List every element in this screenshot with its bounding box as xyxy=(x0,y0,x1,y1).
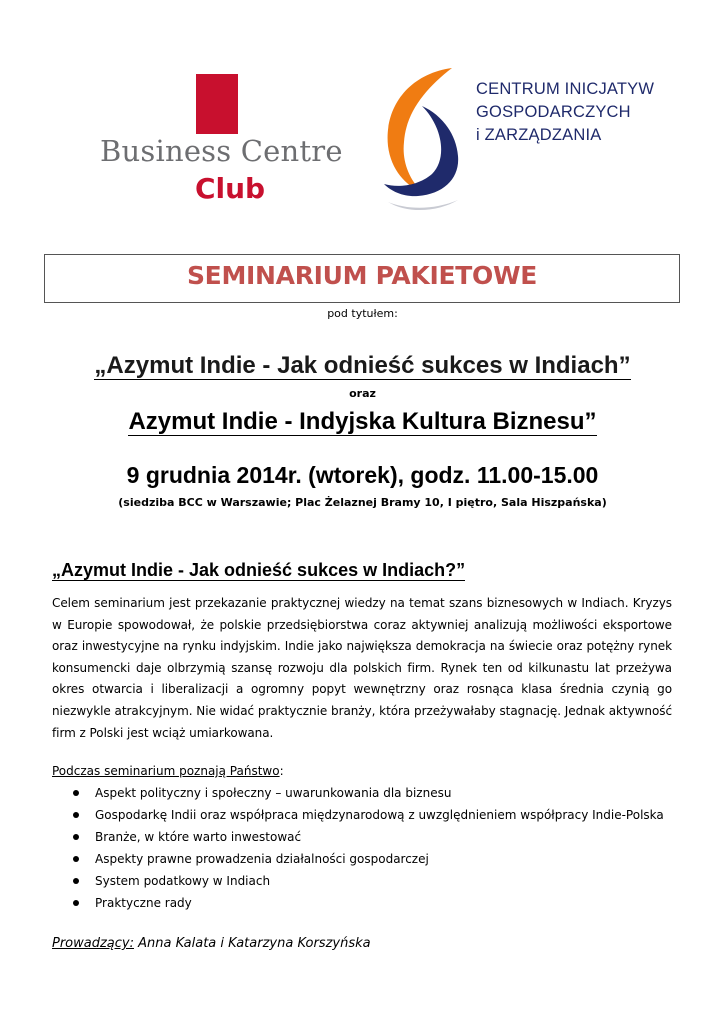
business-centre-club-logo xyxy=(100,72,343,212)
second-title-text: Azymut Indie - Indyjska Kultura Biznesu” xyxy=(128,408,597,435)
crescent-moon-logo-icon xyxy=(378,66,468,216)
bullet-icon xyxy=(73,834,79,840)
list-item xyxy=(52,782,692,804)
bullet-icon xyxy=(73,812,79,818)
seminar-title-box xyxy=(44,254,680,303)
presenters-line xyxy=(52,936,371,951)
list-item-text: Praktyczne rady xyxy=(95,896,192,910)
date-line: 9 grudnia 2014r. (wtorek), godz. 11.00-15.00 xyxy=(126,462,599,488)
topics-label xyxy=(52,764,284,778)
list-item xyxy=(52,892,692,914)
bullet-icon xyxy=(73,878,79,884)
venue-line: (siedziba BCC w Warszawie; Plac Żelaznej Bramy 10, I piętro, Sala Hiszpańska) xyxy=(118,496,607,509)
main-title-text: „Azymut Indie - Jak odnieść sukces w Indiach” xyxy=(94,352,631,379)
bullet-icon xyxy=(73,790,79,796)
connector-text: oraz xyxy=(349,387,376,400)
topics-label-colon: : xyxy=(279,764,284,778)
list-item-text: Aspekty prawne prowadzenia działalności gospodarczej xyxy=(95,852,429,866)
list-item xyxy=(52,870,692,892)
bcc-logo-wordmark: Business Centre xyxy=(100,134,343,168)
bcc-logo-club: Club xyxy=(194,172,266,205)
ciggz-logo-line: i ZARZĄDZANIA xyxy=(476,126,602,144)
seminar-title: SEMINARIUM PAKIETOWE xyxy=(186,261,538,290)
section-heading xyxy=(52,560,465,581)
list-item-text: Gospodarkę Indii oraz współpraca międzynarodową z uwzględnieniem współpracy Indie-Polska xyxy=(95,808,664,822)
presenters-names: Anna Kalata i Katarzyna Korszyńska xyxy=(134,936,371,951)
ciggz-logo-line: CENTRUM INICJATYW xyxy=(476,80,655,98)
presenters-label: Prowadzący: xyxy=(52,936,134,951)
list-item xyxy=(52,826,692,848)
ciggz-logo-text xyxy=(476,78,654,147)
bullet-icon xyxy=(73,900,79,906)
list-item-text: System podatkowy w Indiach xyxy=(95,874,271,888)
topics-label-text: Podczas seminarium poznają Państwo xyxy=(52,764,280,778)
intro-paragraph: Celem seminarium jest przekazanie praktycznej wiedzy na temat szans biznesowych w Indiach. Kryzys w Europie spowodował, że polskie przedsiębiorstwa coraz aktywniej analizują możliwości eksportowe oraz inwestycyjne na rynku indyjskim. Indie jako największa demokracja na świecie oraz potężny rynek konsumencki daje olbrzymią szansę rozwoju dla polskich firm. Rynek ten od kilkunastu lat przeżywa okres otwarcia i liberalizacji a ogromny popyt wewnętrzny oraz rosnąca klasa średnia czynią go niezwykle atrakcyjnym. Nie widać praktycznie branży, która przeżywałaby stagnację. Jednak aktywność firm z Polski jest wciąż umiarkowana. xyxy=(52,596,672,740)
subtitle-label: pod tytułem: xyxy=(327,307,398,320)
second-title xyxy=(0,408,725,436)
ciggz-logo-line: GOSPODARCZYCH xyxy=(476,103,631,121)
list-item xyxy=(52,848,692,870)
bullet-icon xyxy=(73,856,79,862)
main-title xyxy=(0,352,725,380)
list-item-text: Aspekt polityczny i społeczny – uwarunkowania dla biznesu xyxy=(95,786,452,800)
list-item xyxy=(52,804,692,826)
bcc-red-square-icon xyxy=(196,74,238,134)
section-heading-text: „Azymut Indie - Jak odnieść sukces w Indiach?” xyxy=(52,560,466,580)
topics-list xyxy=(52,782,692,914)
list-item-text: Branże, w które warto inwestować xyxy=(95,830,302,844)
